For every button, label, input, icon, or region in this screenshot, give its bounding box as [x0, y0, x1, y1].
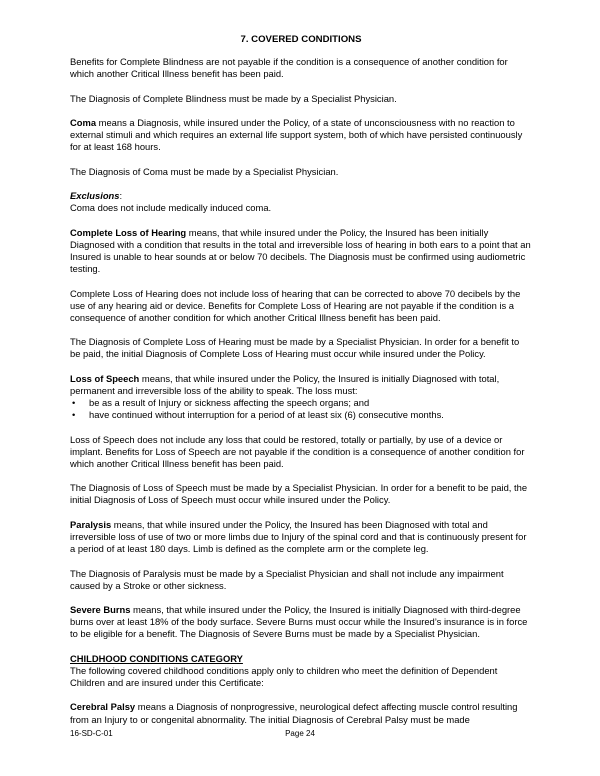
speech-definition-paragraph: [70, 373, 532, 397]
paralysis-diagnosis-paragraph: The Diagnosis of Paralysis must be made by a Specialist Physician and shall not include any impairment caused by a Stroke or other sickness.: [70, 567, 504, 591]
bullet-icon: •: [72, 397, 76, 408]
coma-definition-paragraph: [70, 117, 532, 153]
hearing-term: Complete Loss of Hearing: [70, 226, 187, 238]
exclusions-text: Coma does not include medically induced coma.: [70, 202, 272, 214]
footer-page-number: Page 24: [285, 729, 315, 738]
speech-diagnosis-paragraph: The Diagnosis of Loss of Speech must be made by a Specialist Physician. In order for a benefit to be paid, the initial Diagnosis of Loss of Speech must occur while insured under the Policy.: [70, 482, 528, 506]
hearing-definition-paragraph: [70, 227, 532, 275]
cerebral-palsy-definition-paragraph: [70, 701, 532, 725]
exclusions-colon: :: [119, 190, 123, 202]
cerebral-palsy-definition-text: means a Diagnosis of nonprogressive, neurological defect affecting muscle control resulting from an Injury to or congenital abnormality. The initial Diagnosis of Cerebral Palsy must be made: [70, 701, 518, 725]
paralysis-definition-paragraph: [70, 519, 532, 555]
childhood-intro-paragraph: The following covered childhood conditions apply only to children who meet the definition of Dependent Children and are insured under this Certificate:: [70, 664, 498, 688]
list-item-text: have continued without interruption for a period of at least six (6) consecutive months.: [89, 409, 444, 421]
blindness-diagnosis-paragraph: The Diagnosis of Complete Blindness must be made by a Specialist Physician.: [70, 92, 397, 104]
burns-term: Severe Burns: [70, 604, 131, 616]
paralysis-term: Paralysis: [70, 518, 112, 530]
blindness-exclusion-paragraph: Benefits for Complete Blindness are not payable if the condition is a consequence of another condition for which another Critical Illness benefit has been paid.: [70, 56, 508, 80]
list-item: [70, 397, 532, 409]
page-content: [70, 34, 532, 738]
bullet-icon: •: [72, 409, 76, 421]
list-item: [70, 409, 532, 421]
speech-conditions-list: [70, 397, 532, 421]
coma-term: Coma: [70, 117, 97, 129]
page-heading: 7. COVERED CONDITIONS: [240, 34, 362, 45]
coma-definition-text: means a Diagnosis, while insured under the Policy, of a state of unconsciousness with no reaction to external stimuli and which requires an external life support system, both of which have persisted continuously for at least 168 hours.: [70, 117, 523, 153]
footer-form-number: 16-SD-C-01: [70, 729, 113, 738]
speech-definition-text: means, that while insured under the Policy, the Insured is initially Diagnosed with total, permanent and irreversible loss of the ability to speak. The loss must:: [70, 372, 500, 396]
burns-definition-text: means, that while insured under the Policy, the Insured is initially Diagnosed with third-degree burns over at least 18% of the body surface. Severe Burns must occur while the Insured’s insurance is in force to be eligible for a benefit. The Diagnosis of Severe Burns must be made by a Specialist Physician.: [70, 604, 528, 640]
speech-exclusion-paragraph: Loss of Speech does not include any loss that could be restored, totally or partially, by use of a device or implant. Benefits for Loss of Speech are not payable if the condition is a consequence of another condition for which another Critical Illness benefit has been paid.: [70, 433, 525, 469]
burns-definition-paragraph: [70, 604, 532, 640]
list-item-text: be as a result of Injury or sickness affecting the speech organs; and: [89, 397, 370, 408]
hearing-exclusion-paragraph: Complete Loss of Hearing does not include loss of hearing that can be corrected to above 70 decibels by the use of any hearing aid or device. Benefits for Complete Loss of Hearing are not payable if the condition is a consequence of another condition for which another Critical Illness benefit has been paid.: [70, 287, 521, 323]
coma-diagnosis-paragraph: The Diagnosis of Coma must be made by a Specialist Physician.: [70, 165, 339, 177]
childhood-section-title: CHILDHOOD CONDITIONS CATEGORY: [70, 652, 243, 664]
exclusions-label: Exclusions: [70, 190, 120, 202]
hearing-definition-text: means, that while insured under the Policy, the Insured has been initially Diagnosed with a condition that results in the total and irreversible loss of hearing in both ears to a point that an Insured is unable to hear sounds at or below 70 decibels. The Diagnosis must be confirmed using audiometric testing.: [70, 226, 531, 275]
paralysis-definition-text: means, that while insured under the Policy, the Insured has been Diagnosed with total and irreversible loss of use of two or more limbs due to Injury of the spinal cord and that is continuously present for a period of at least 180 days. Limb is defined as the complete arm or the complete leg.: [70, 518, 527, 555]
hearing-diagnosis-paragraph: The Diagnosis of Complete Loss of Hearing must be made by a Specialist Physician. In order for a benefit to be paid, the initial Diagnosis of Complete Loss of Hearing must occur while insured under the Policy.: [70, 336, 520, 360]
coma-exclusions-block: [70, 190, 532, 214]
speech-term: Loss of Speech: [70, 372, 140, 384]
cerebral-palsy-term: Cerebral Palsy: [70, 701, 136, 713]
